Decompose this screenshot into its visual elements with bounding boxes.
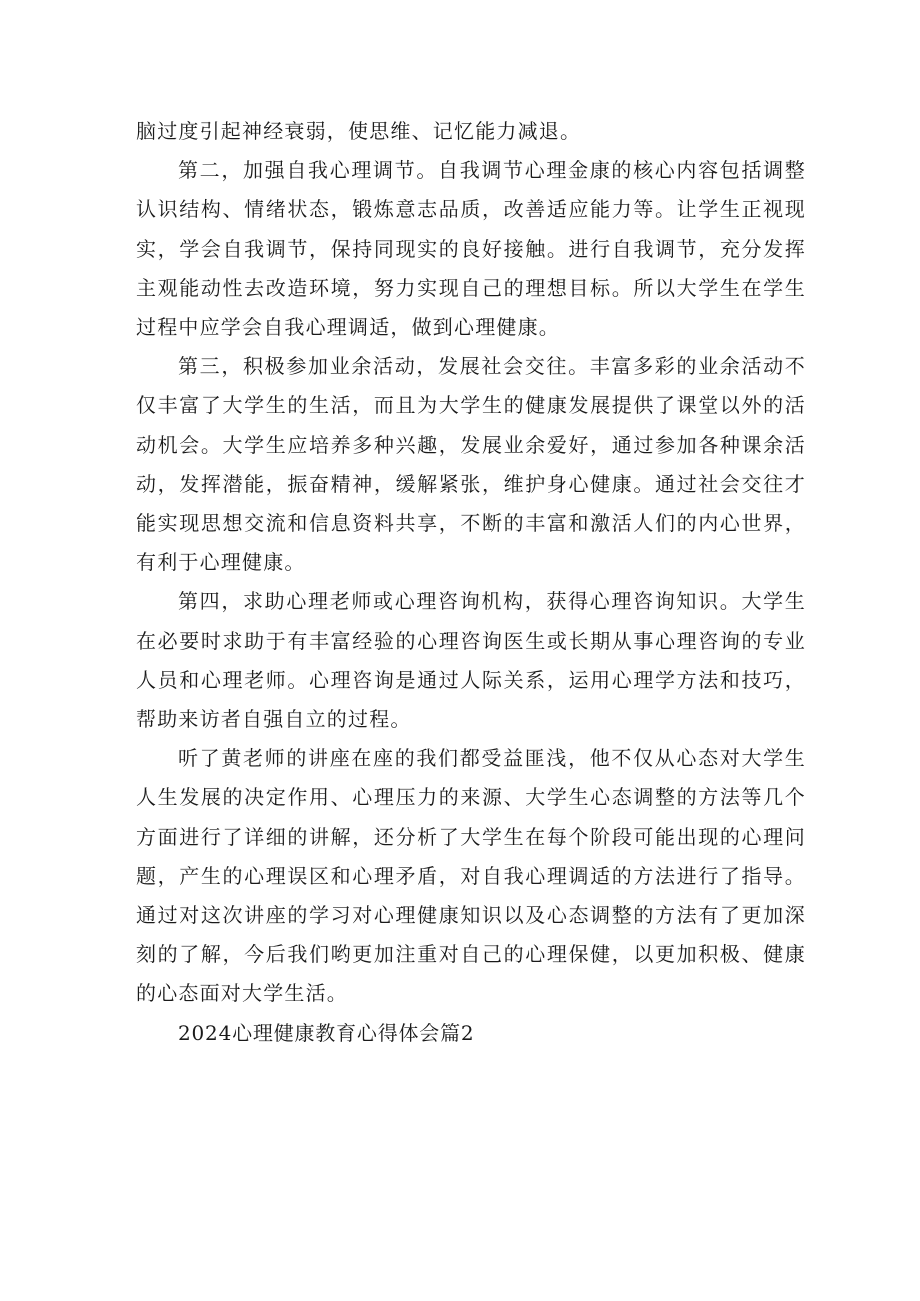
paragraph-third-point: 第三，积极参加业余活动，发展社会交往。丰富多彩的业余活动不仅丰富了大学生的生活，而且为大学生的健康发展提供了课堂以外的活动机会。大学生应培养多种兴趣，发展业余爱好，通过参加各种课余活动，发挥潜能，振奋精神，缓解紧张，维护身心健康。通过社会交往才能实现思想交流和信息资料共享，不断的丰富和激活人们的内心世界，有利于心理健康。 [136, 354, 806, 575]
section-heading: 2024心理健康教育心得体会篇2 [178, 1020, 475, 1045]
paragraph-summary: 听了黄老师的讲座在座的我们都受益匪浅，他不仅从心态对大学生人生发展的决定作用、心理压力的来源、大学生心态调整的方法等几个方面进行了详细的讲解，还分析了大学生在每个阶段可能出现的心理问题，产生的心理误区和心理矛盾，对自我心理调适的方法进行了指导。通过对这次讲座的学习对心理健康知识以及心态调整的方法有了更加深刻的了解，今后我们哟更加注重对自己的心理保健，以更加积极、健康的心态面对大学生活。 [136, 746, 806, 1006]
paragraph-second-point: 第二，加强自我心理调节。自我调节心理金康的核心内容包括调整认识结构、情绪状态，锻炼意志品质，改善适应能力等。让学生正视现实，学会自我调节，保持同现实的良好接触。进行自我调节，充分发挥主观能动性去改造环境，努力实现自己的理想目标。所以大学生在学生过程中应学会自我心理调适，做到心理健康。 [136, 158, 806, 340]
paragraph-continuation: 脑过度引起神经衰弱，使思维、记忆能力减退。 [136, 119, 582, 143]
paragraph-fourth-point: 第四，求助心理老师或心理咨询机构，获得心理咨询知识。大学生在必要时求助于有丰富经验的心理咨询医生或长期从事心理咨询的专业人员和心理老师。心理咨询是通过人际关系，运用心理学方法和技巧，帮助来访者自强自立的过程。 [136, 589, 806, 732]
document-body [136, 112, 806, 1053]
